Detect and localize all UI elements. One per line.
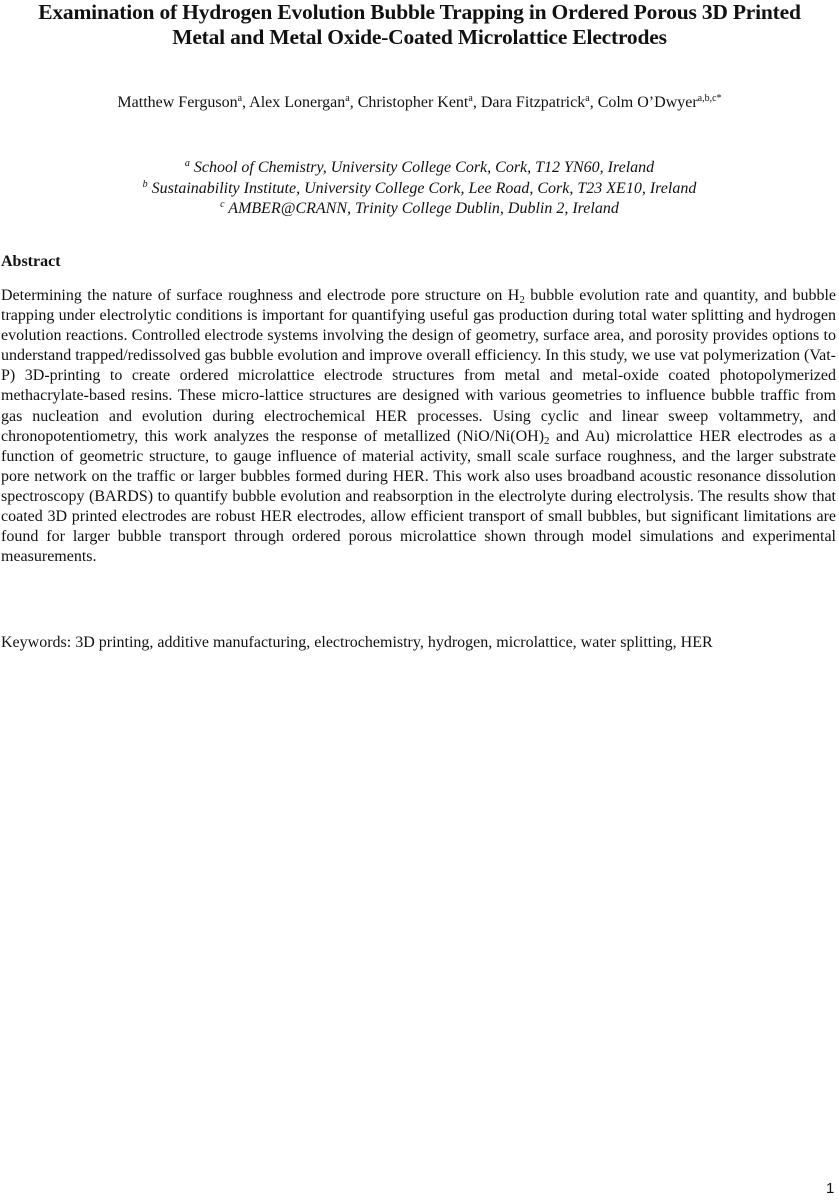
author-affil-mark: a,b,c* bbox=[697, 93, 722, 104]
author-name: Colm O’Dwyer bbox=[597, 94, 698, 111]
abstract-body: Determining the nature of surface roughness and electrode pore structure on $H_2$ bubble evolution rate and quantity, and bubble trapping under electrolytic conditions is important for quantifying useful gas production during total water splitting and hydrogen evolution reactions. Controlled electrode systems involving the design of geometry, surface area, and porosity provides options to understand trapped/redissolved gas bubble evolution and improve overall efficiency. In this study, we use vat polymerization (Vat-P) 3D-printing to create ordered microlattice electrode structures from metal and metal-oxide coated photopolymerized methacrylate-based resins. These micro-lattice structures are designed with various geometries to influence bubble traffic from gas nucleation and evolution during electrochemical HER processes. Using cyclic and linear sweep voltammetry, and chronopotentiometry, this work analyzes the response of metallized ($NiO/Ni(OH)_2$ and Au) microlattice HER electrodes as a function of geometric structure, to gauge influence of material activity, small scale surface roughness, and the larger substrate pore network on the traffic or larger bubbles formed during HER. This work also uses broadband acoustic resonance dissolution spectroscopy (BARDS) to quantify bubble evolution and reabsorption in the electrolyte during electrolysis. The results show that coated 3D printed electrodes are robust HER electrodes, allow efficient transport of small bubbles, but significant limitations are found for larger bubble transport through ordered porous microlattice shown through model simulations and experimental measurements. bbox=[1, 287, 837, 566]
keywords: Keywords: 3D printing, additive manufacturing, electrochemistry, hydrogen, microlattice, water splitting, HER bbox=[1, 634, 713, 651]
title-line-2: Metal and Metal Oxide-Coated Microlattice Electrodes bbox=[172, 25, 667, 49]
author-name: Christopher Kent bbox=[357, 94, 469, 111]
abstract-heading: Abstract bbox=[1, 253, 61, 270]
author-name: Dara Fitzpatrick bbox=[480, 94, 586, 111]
author-affil-mark: a bbox=[345, 93, 350, 104]
affiliation-item: $^a$ School of Chemistry, University College Cork, Cork, T12 YN60, Ireland bbox=[184, 158, 655, 176]
affiliation-list bbox=[0, 158, 839, 220]
title-line-1: Examination of Hydrogen Evolution Bubble Trapping in Ordered Porous 3D Printed bbox=[38, 0, 801, 24]
affiliation-item: $^c$ AMBER@CRANN, Trinity College Dublin, Dublin 2, Ireland bbox=[220, 199, 619, 217]
author-affil-mark: a bbox=[468, 93, 473, 104]
author-name: Matthew Ferguson bbox=[117, 94, 238, 111]
paper-title bbox=[0, 0, 839, 50]
affiliation-item: $^b$ Sustainability Institute, University College Cork, Lee Road, Cork, T23 XE10, Ireland bbox=[142, 178, 697, 197]
page-number: 1 bbox=[826, 1180, 835, 1197]
author-affil-mark: a bbox=[237, 93, 243, 104]
author-name: Alex Lonergan bbox=[249, 94, 346, 111]
author-list: Matthew Ferguson$^a$, Alex Lonergan$^a$, Christopher Kent$^a$, Dara Fitzpatrick$^a$, Colm O’Dwyer$^{a,b,c*}$ bbox=[117, 93, 722, 111]
author-affil-mark: a bbox=[585, 93, 590, 104]
